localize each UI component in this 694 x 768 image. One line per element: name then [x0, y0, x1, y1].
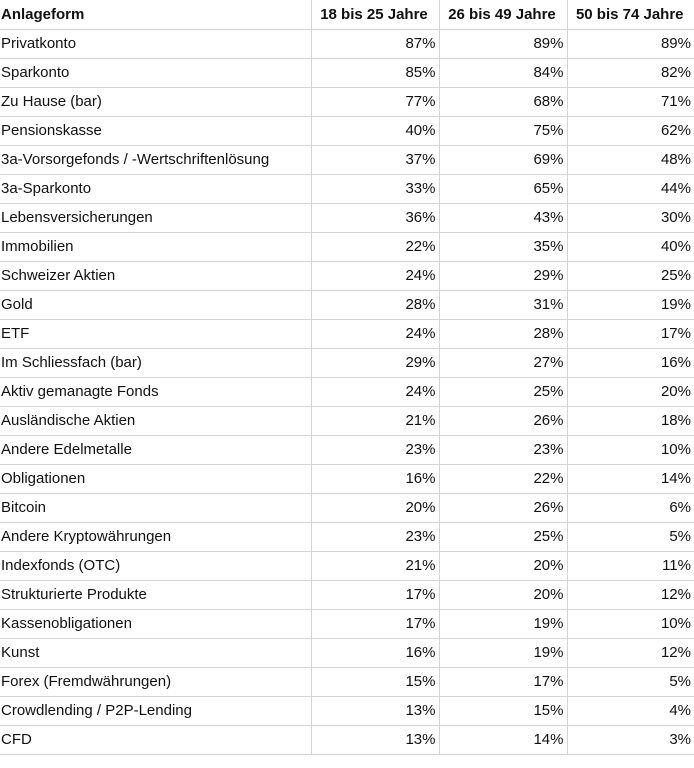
cell-26-49: 43%: [439, 203, 567, 232]
table-row: [0, 406, 694, 435]
cell-50-74: 5%: [567, 667, 694, 696]
cell-18-25: 23%: [311, 522, 439, 551]
cell-anlageform: Schweizer Aktien: [0, 261, 311, 290]
cell-anlageform: Ausländische Aktien: [0, 406, 311, 435]
cell-anlageform: Im Schliessfach (bar): [0, 348, 311, 377]
table-row: [0, 435, 694, 464]
table-row: [0, 348, 694, 377]
table-row: [0, 522, 694, 551]
cell-18-25: 40%: [311, 116, 439, 145]
cell-anlageform: Privatkonto: [0, 29, 311, 58]
cell-50-74: 19%: [567, 290, 694, 319]
cell-26-49: 28%: [439, 319, 567, 348]
cell-50-74: 12%: [567, 580, 694, 609]
table-row: [0, 145, 694, 174]
table-row: [0, 116, 694, 145]
cell-26-49: 19%: [439, 638, 567, 667]
cell-50-74: 11%: [567, 551, 694, 580]
cell-18-25: 23%: [311, 435, 439, 464]
cell-anlageform: Zu Hause (bar): [0, 87, 311, 116]
cell-26-49: 35%: [439, 232, 567, 261]
table-row: [0, 174, 694, 203]
header-26-49: 26 bis 49 Jahre: [439, 0, 567, 29]
cell-18-25: 21%: [311, 406, 439, 435]
cell-18-25: 17%: [311, 580, 439, 609]
cell-anlageform: Kunst: [0, 638, 311, 667]
table-row: [0, 203, 694, 232]
table-row: [0, 377, 694, 406]
cell-26-49: 25%: [439, 377, 567, 406]
table-row: [0, 87, 694, 116]
cell-50-74: 10%: [567, 435, 694, 464]
cell-26-49: 65%: [439, 174, 567, 203]
cell-18-25: 24%: [311, 377, 439, 406]
cell-26-49: 15%: [439, 696, 567, 725]
cell-26-49: 89%: [439, 29, 567, 58]
table-row: [0, 725, 694, 754]
cell-26-49: 27%: [439, 348, 567, 377]
cell-50-74: 71%: [567, 87, 694, 116]
header-anlageform: Anlageform: [0, 0, 311, 29]
cell-26-49: 22%: [439, 464, 567, 493]
cell-50-74: 62%: [567, 116, 694, 145]
header-50-74: 50 bis 74 Jahre: [567, 0, 694, 29]
cell-50-74: 48%: [567, 145, 694, 174]
cell-26-49: 20%: [439, 551, 567, 580]
cell-anlageform: Indexfonds (OTC): [0, 551, 311, 580]
cell-18-25: 36%: [311, 203, 439, 232]
cell-anlageform: Pensionskasse: [0, 116, 311, 145]
cell-18-25: 37%: [311, 145, 439, 174]
table-body: [0, 29, 694, 754]
cell-18-25: 16%: [311, 464, 439, 493]
cell-18-25: 20%: [311, 493, 439, 522]
cell-50-74: 89%: [567, 29, 694, 58]
cell-26-49: 26%: [439, 406, 567, 435]
table-row: [0, 290, 694, 319]
cell-anlageform: Gold: [0, 290, 311, 319]
cell-50-74: 18%: [567, 406, 694, 435]
cell-18-25: 85%: [311, 58, 439, 87]
table-row: [0, 319, 694, 348]
cell-26-49: 23%: [439, 435, 567, 464]
header-18-25: 18 bis 25 Jahre: [311, 0, 439, 29]
cell-18-25: 22%: [311, 232, 439, 261]
cell-50-74: 10%: [567, 609, 694, 638]
cell-18-25: 13%: [311, 725, 439, 754]
cell-50-74: 5%: [567, 522, 694, 551]
cell-18-25: 77%: [311, 87, 439, 116]
table-row: [0, 696, 694, 725]
cell-18-25: 24%: [311, 319, 439, 348]
table-row: [0, 493, 694, 522]
cell-anlageform: Aktiv gemanagte Fonds: [0, 377, 311, 406]
cell-50-74: 17%: [567, 319, 694, 348]
cell-anlageform: 3a-Sparkonto: [0, 174, 311, 203]
cell-anlageform: 3a-Vorsorgefonds / -Wertschriftenlösung: [0, 145, 311, 174]
cell-26-49: 75%: [439, 116, 567, 145]
cell-50-74: 4%: [567, 696, 694, 725]
cell-26-49: 69%: [439, 145, 567, 174]
cell-50-74: 40%: [567, 232, 694, 261]
cell-26-49: 26%: [439, 493, 567, 522]
cell-18-25: 17%: [311, 609, 439, 638]
cell-50-74: 20%: [567, 377, 694, 406]
cell-50-74: 30%: [567, 203, 694, 232]
cell-50-74: 16%: [567, 348, 694, 377]
header-row: [0, 0, 694, 29]
table-row: [0, 261, 694, 290]
cell-anlageform: Kassenobligationen: [0, 609, 311, 638]
cell-anlageform: Immobilien: [0, 232, 311, 261]
cell-anlageform: Lebensversicherungen: [0, 203, 311, 232]
cell-26-49: 84%: [439, 58, 567, 87]
cell-18-25: 21%: [311, 551, 439, 580]
cell-18-25: 15%: [311, 667, 439, 696]
table-row: [0, 232, 694, 261]
cell-26-49: 14%: [439, 725, 567, 754]
cell-anlageform: Bitcoin: [0, 493, 311, 522]
cell-18-25: 16%: [311, 638, 439, 667]
cell-50-74: 44%: [567, 174, 694, 203]
cell-50-74: 6%: [567, 493, 694, 522]
cell-26-49: 25%: [439, 522, 567, 551]
table-row: [0, 29, 694, 58]
table-row: [0, 609, 694, 638]
cell-anlageform: Andere Edelmetalle: [0, 435, 311, 464]
cell-26-49: 17%: [439, 667, 567, 696]
cell-18-25: 87%: [311, 29, 439, 58]
table-row: [0, 638, 694, 667]
cell-anlageform: CFD: [0, 725, 311, 754]
cell-50-74: 12%: [567, 638, 694, 667]
cell-anlageform: Forex (Fremdwährungen): [0, 667, 311, 696]
cell-anlageform: Sparkonto: [0, 58, 311, 87]
cell-50-74: 25%: [567, 261, 694, 290]
cell-18-25: 13%: [311, 696, 439, 725]
cell-50-74: 3%: [567, 725, 694, 754]
table-row: [0, 464, 694, 493]
table-row: [0, 551, 694, 580]
cell-18-25: 33%: [311, 174, 439, 203]
cell-26-49: 31%: [439, 290, 567, 319]
cell-18-25: 29%: [311, 348, 439, 377]
cell-anlageform: Crowdlending / P2P-Lending: [0, 696, 311, 725]
cell-50-74: 14%: [567, 464, 694, 493]
table-row: [0, 58, 694, 87]
cell-50-74: 82%: [567, 58, 694, 87]
cell-26-49: 20%: [439, 580, 567, 609]
cell-anlageform: Obligationen: [0, 464, 311, 493]
cell-18-25: 24%: [311, 261, 439, 290]
cell-26-49: 29%: [439, 261, 567, 290]
cell-anlageform: Strukturierte Produkte: [0, 580, 311, 609]
cell-26-49: 68%: [439, 87, 567, 116]
cell-anlageform: Andere Kryptowährungen: [0, 522, 311, 551]
cell-anlageform: ETF: [0, 319, 311, 348]
table-row: [0, 580, 694, 609]
cell-18-25: 28%: [311, 290, 439, 319]
table-row: [0, 667, 694, 696]
cell-26-49: 19%: [439, 609, 567, 638]
